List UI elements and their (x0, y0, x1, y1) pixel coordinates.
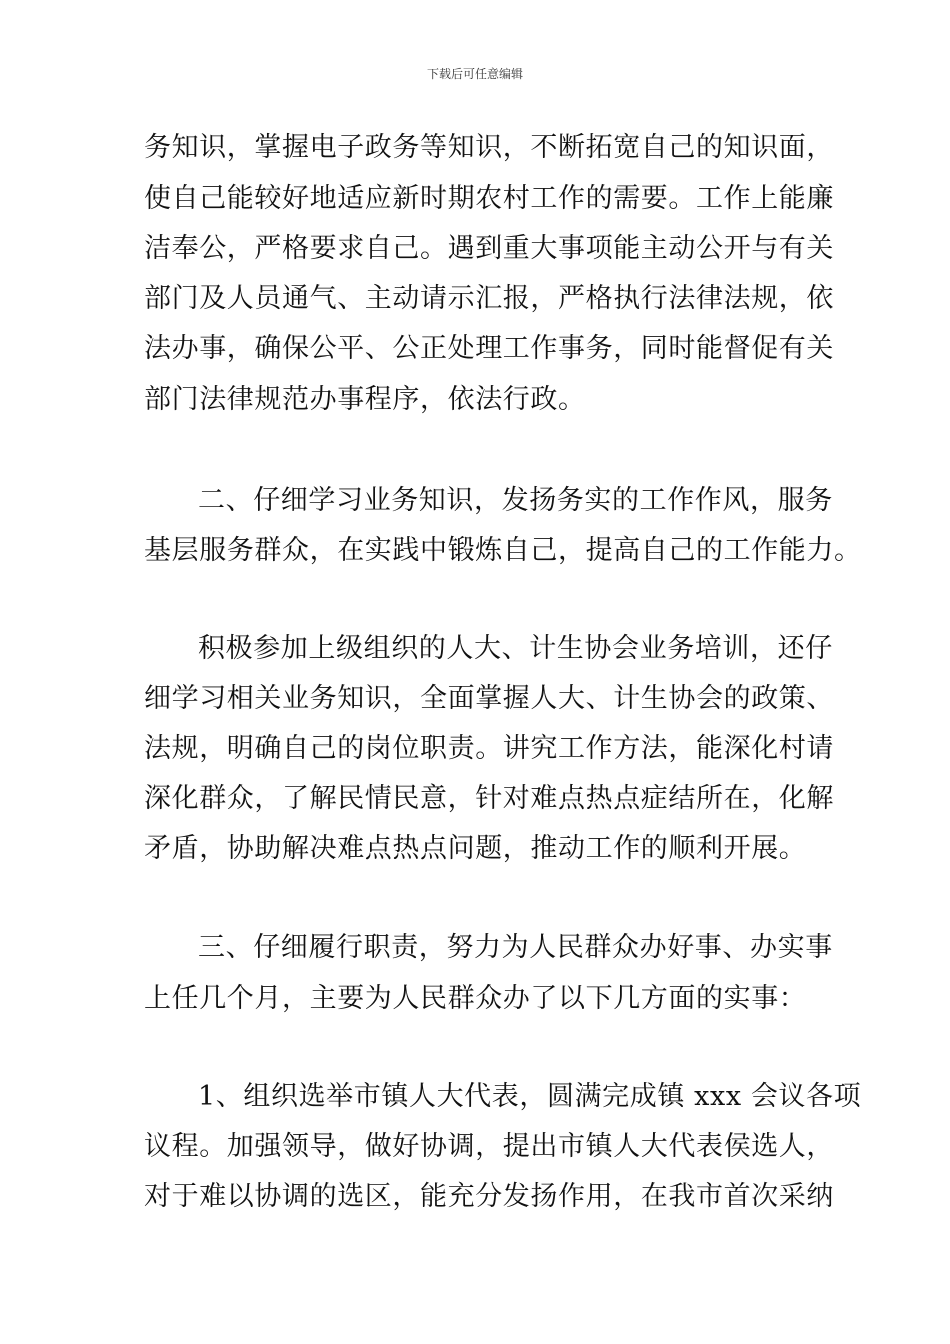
text-line: 二、仔细学习业务知识，发扬务实的工作作风，服务 (198, 485, 833, 516)
text-line: 细学习相关业务知识，全面掌握人大、计生协会的政策、 (144, 683, 834, 714)
text-line: 深化群众，了解民情民意，针对难点热点症结所在，化解 (144, 783, 834, 814)
text-line: 积极参加上级组织的人大、计生协会业务培训，还仔 (198, 633, 833, 664)
page-header: 下载后可任意编辑 (426, 67, 523, 81)
text-line: 使自己能较好地适应新时期农村工作的需要。工作上能廉 (144, 183, 834, 214)
text-line: 议程。加强领导，做好协调，提出市镇人大代表侯选人， (144, 1131, 834, 1162)
text-line: 部门法律规范办事程序，依法行政。 (144, 384, 586, 415)
text-line: 三、仔细履行职责，努力为人民群众办好事、办实事 (198, 932, 833, 963)
text-line: 务知识，掌握电子政务等知识，不断拓宽自己的知识面， (144, 132, 834, 163)
text-line: 法办事，确保公平、公正处理工作事务，同时能督促有关 (144, 333, 834, 364)
text-line: 1、组织选举市镇人大代表，圆满完成镇 xxx 会议各项 (198, 1081, 862, 1112)
text-line: 矛盾，协助解决难点热点问题，推动工作的顺利开展。 (144, 833, 807, 864)
text-line: 洁奉公，严格要求自己。遇到重大事项能主动公开与有关 (144, 233, 834, 264)
text-line: 上任几个月，主要为人民群众办了以下几方面的实事： (144, 983, 807, 1014)
text-line: 部门及人员通气、主动请示汇报，严格执行法律法规，依 (144, 283, 834, 314)
text-line: 对于难以协调的选区，能充分发扬作用，在我市首次采纳 (144, 1181, 834, 1212)
text-line: 基层服务群众，在实践中锻炼自己，提高自己的工作能力。 (144, 535, 862, 566)
text-line: 法规，明确自己的岗位职责。讲究工作方法，能深化村请 (144, 733, 834, 764)
